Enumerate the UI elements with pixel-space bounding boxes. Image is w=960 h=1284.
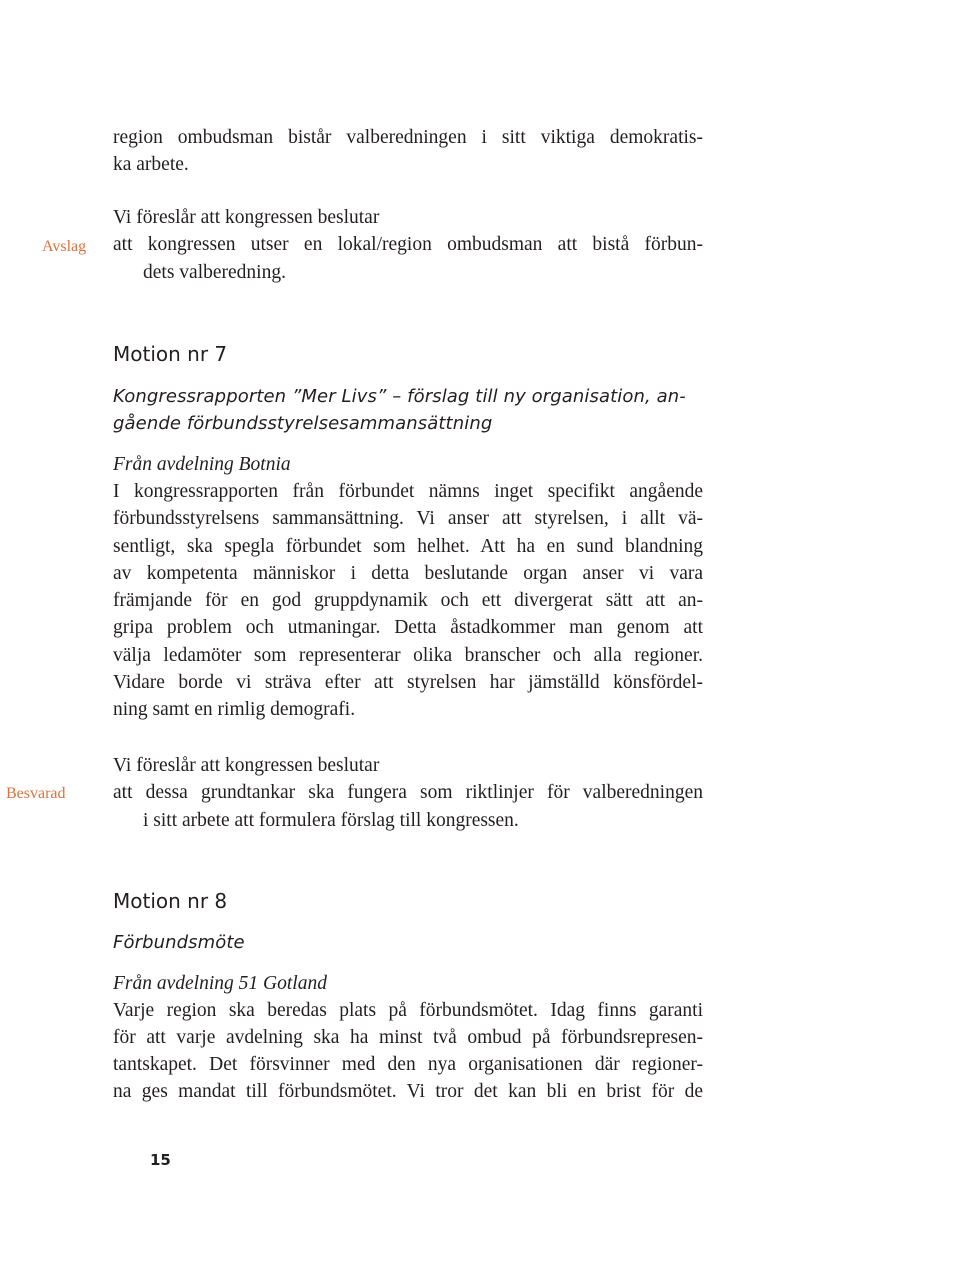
decision-heading: Vi föreslår att kongressen beslutar (113, 755, 380, 776)
motion-subtitle-line: gående förbundsstyrelsesammansättning (113, 412, 493, 434)
text-line: av kompetenta människor i detta beslutande organ anser vi vara (113, 562, 703, 584)
motion-title: Motion nr 8 (113, 889, 228, 913)
text-line: för att varje avdelning ska ha minst två ombud på förbundsrepresen- (113, 1026, 703, 1048)
text-line: Vidare borde vi sträva efter att styrelsen har jämställd könsfördel- (113, 672, 703, 694)
decision-text-line: att dessa grundtankar ska fungera som riktlinjer för valberedningen (113, 782, 703, 804)
motion-from: Från avdelning 51 Gotland (113, 972, 327, 994)
decision-block-1 (113, 204, 703, 286)
att-word: att (113, 782, 133, 804)
text-line: Varje region ska beredas plats på förbundsmötet. Idag finns garanti (113, 999, 703, 1021)
motion-body (113, 997, 703, 1106)
decision-text-line: dets valberedning. (143, 261, 286, 283)
text-line: förbundsstyrelsens sammansättning. Vi anser att styrelsen, i allt vä- (113, 508, 703, 530)
text-line: region ombudsman bistår valberedningen i sitt viktiga demokratis- (113, 127, 703, 148)
page-number: 15 (150, 1151, 171, 1169)
text-line: ning samt en rimlig demografi. (113, 699, 356, 721)
motion-subtitle-line: Kongressrapporten ”Mer Livs” – förslag till ny organisation, an- (113, 386, 686, 407)
text-line: ka arbete. (113, 154, 189, 176)
text-line: välja ledamöter som representerar olika branscher och alla regioner. (113, 644, 703, 666)
motion-7-section (113, 341, 703, 724)
decision-heading: Vi föreslår att kongressen beslutar (113, 207, 380, 228)
text-line: gripa problem och utmaningar. Detta åstadkommer man genom att (113, 617, 703, 639)
decision-label-avslag: Avslag (42, 238, 87, 255)
motion-subtitle: Förbundsmöte (113, 932, 245, 953)
intro-paragraph (113, 124, 703, 179)
text-line: sentligt, ska spegla förbundet som helhet. Att ha en sund blandning (113, 535, 703, 557)
decision-label-besvarad: Besvarad (6, 785, 66, 802)
text-line: I kongressrapporten från förbundet nämns inget specifikt angående (113, 481, 703, 502)
text-line: na ges mandat till förbundsmötet. Vi tror det kan bli en brist för de (113, 1081, 703, 1103)
att-word: att (113, 234, 133, 256)
motion-from: Från avdelning Botnia (113, 454, 291, 475)
motion-title: Motion nr 7 (113, 342, 228, 366)
decision-text-line: att kongressen utser en lokal/region ombudsman att bistå förbun- (113, 234, 703, 256)
decision-text-line: i sitt arbete att formulera förslag till kongressen. (143, 809, 519, 831)
motion-body (113, 478, 703, 724)
text-line: främjande för en god gruppdynamik och ett divergerat sätt att an- (113, 590, 703, 612)
decision-block-2 (113, 752, 703, 834)
motion-8-section (113, 888, 703, 1106)
text-line: tantskapet. Det försvinner med den nya organisationen där regioner- (113, 1054, 703, 1076)
